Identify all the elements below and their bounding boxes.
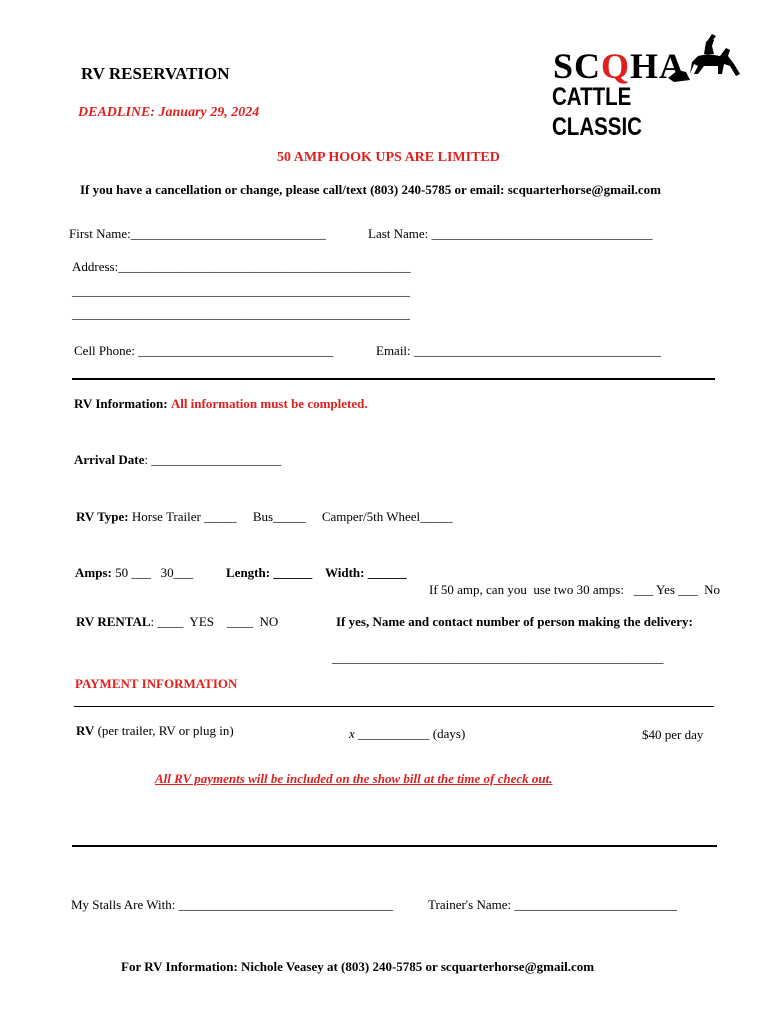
rv-information-heading	[74, 396, 368, 412]
rv-type-options[interactable]: Horse Trailer _____ Bus_____ Camper/5th Wheel_____	[128, 509, 453, 524]
last-name-field[interactable]: Last Name: __________________________________	[368, 226, 653, 241]
rv-type-label: RV Type:	[76, 509, 129, 524]
footer-contact: For RV Information: Nichole Veasey at (803) 240-5785 or scquarterhorse@gmail.com	[121, 959, 595, 974]
hookup-notice: 50 AMP HOOK UPS ARE LIMITED	[277, 150, 500, 165]
stalls-with-field[interactable]: My Stalls Are With: _________________________________	[71, 897, 394, 912]
logo-text-ha: HA	[630, 46, 687, 86]
address-line-3[interactable]: ____________________________________________________	[72, 306, 410, 321]
rv-fee-desc: (per trailer, RV or plug in)	[94, 723, 234, 738]
section-divider	[72, 378, 715, 380]
payment-note: All RV payments will be included on the show bill at the time of check out.	[155, 771, 553, 786]
price-per-day: $40 per day	[642, 727, 704, 742]
rv-type-field[interactable]	[76, 509, 453, 525]
page-title: RV RESERVATION	[81, 64, 230, 83]
rv-fee-description	[76, 723, 234, 739]
logo-text-sc: SC	[553, 46, 602, 86]
deadline: DEADLINE: January 29, 2024	[78, 105, 260, 120]
amps-label: Amps:	[75, 565, 112, 580]
rv-information-label: RV Information:	[74, 396, 168, 411]
rv-rental-label: RV RENTAL	[76, 614, 151, 629]
delivery-contact-label: If yes, Name and contact number of person making the delivery:	[336, 614, 693, 629]
days-blank[interactable]: ___________ (days)	[354, 726, 466, 741]
contact-line: If you have a cancellation or change, please call/text (803) 240-5785 or email: scquarterhorse@gmail.com	[80, 182, 661, 197]
payment-divider	[74, 706, 714, 707]
arrival-date-blank[interactable]: : ____________________	[144, 452, 282, 467]
days-multiplier: x	[349, 726, 355, 741]
days-field[interactable]	[349, 726, 465, 742]
rv-fee-label: RV	[76, 723, 95, 738]
rv-rental-field[interactable]	[76, 614, 278, 630]
arrival-date-label: Arrival Date	[74, 452, 145, 467]
length-field[interactable]: Length: ______	[226, 565, 313, 580]
address-field[interactable]: Address:_____________________________________________	[72, 259, 411, 274]
rv-information-note: All information must be completed.	[170, 396, 368, 411]
amps-field[interactable]	[75, 565, 193, 581]
first-name-field[interactable]: First Name:______________________________	[69, 226, 326, 241]
logo-text-cattle-classic: CATTLE CLASSIC	[552, 83, 642, 141]
cell-phone-field[interactable]: Cell Phone: ______________________________	[74, 343, 334, 358]
address-line-2[interactable]: ____________________________________________________	[72, 283, 410, 298]
logo-text-q: Q	[601, 46, 631, 86]
width-field[interactable]: Width: ______	[325, 565, 407, 580]
amps-options[interactable]: 50 ___ 30___	[111, 565, 194, 580]
delivery-contact-blank[interactable]: ___________________________________________________	[332, 650, 664, 665]
rv-rental-options[interactable]: : ____ YES ____ NO	[150, 614, 279, 629]
email-field[interactable]: Email: ______________________________________	[376, 343, 661, 358]
trainer-name-field[interactable]: Trainer's Name: _________________________	[428, 897, 677, 912]
scqha-cattle-classic-logo	[548, 34, 744, 141]
two-30-amps-question[interactable]: If 50 amp, can you use two 30 amps: ___ Yes ___ No	[429, 582, 721, 597]
payment-heading: PAYMENT INFORMATION	[75, 676, 238, 691]
arrival-date-field[interactable]	[74, 452, 281, 468]
stalls-divider	[72, 845, 717, 847]
